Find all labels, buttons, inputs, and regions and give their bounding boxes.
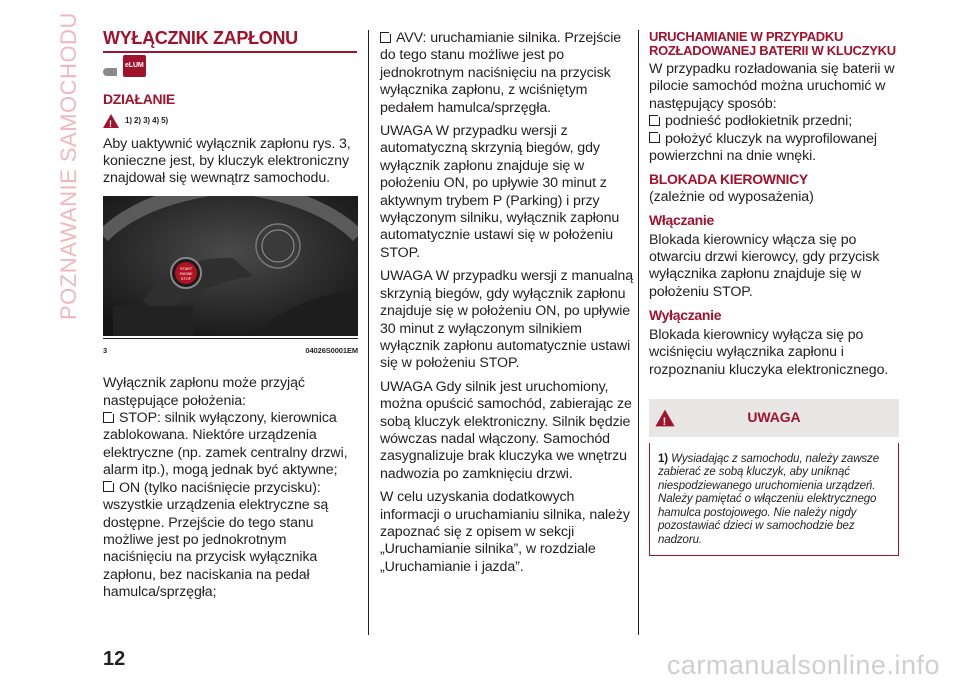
warning-number: 1)	[658, 452, 669, 465]
chapter-label: POZNAWANIE SAMOCHODU	[56, 12, 81, 320]
stop-item-text: STOP: silnik wyłączony, kierownica zablokowana. Niektóre urządzenia elektryczne (np. zamek centralny drzwi, alarm itp.), mogą jednak być aktywne;	[103, 410, 348, 479]
button-stop-text: STOP	[180, 275, 192, 281]
figure-code: 04026S0001EM	[305, 345, 358, 355]
button-engine-text: ENGINE	[179, 271, 193, 276]
column-2	[380, 30, 633, 582]
lum-icon	[103, 61, 358, 82]
warning-text: Wysiadając z samochodu, należy zawsze zabierać ze sobą kluczyk, aby uniknąć niespodziewanego uruchomienia urządzeń. Należy pamiętać o włączeniu elektrycznego hamulca postojowego. Nie należy nigdy pozostawiać dzieci w samochodzie bez nadzoru.	[658, 452, 880, 546]
more-info-paragraph: W celu uzyskania dodatkowych informacji o uruchamianiu silnika, należy zapoznać się z opisem w sekcji „Uruchamianie silnika”, w rozdziale „Uruchamianie i jazda”.	[380, 489, 630, 575]
key-icon	[103, 68, 117, 76]
on-item-text: ON (tylko naciśnięcie przycisku): wszystkie urządzenia elektryczne są dostępne. Przejście do tego stanu możliwe jest po jednokrotnym naciśnięciu na przycisk wyłącznika zapłonu, bez naciskania na pedał hamulca/sprzęgła;	[103, 479, 329, 601]
bullet-icon	[649, 115, 660, 126]
disengage-heading: Wyłączanie	[649, 307, 722, 324]
watermark: carmanualsonline.info	[666, 650, 940, 680]
refs-text: 1) 2) 3) 4) 5)	[125, 116, 169, 126]
page-number: 12	[103, 648, 126, 670]
steering-wheel-photo	[103, 196, 358, 336]
figure-number: 3	[103, 345, 108, 355]
bullet-icon	[103, 412, 114, 423]
disengage-paragraph: Blokada kierownicy wyłącza się po wciśnięciu wyłącznika zapłonu i rozpoznaniu kluczyka elektronicznego.	[649, 326, 889, 378]
note-manual: UWAGA W przypadku wersji z manualną skrzynią biegów, gdy wyłącznik zapłonu znajduje się w położeniu ON, po upływie 30 minut z wyłączonym silnikiem wyłącznik zapłonu automatycznie ustawi się w położeniu STOP.	[380, 268, 634, 372]
warning-refs	[103, 112, 358, 129]
engage-paragraph: Blokada kierownicy włącza się po otwarciu drzwi kierowcy, gdy przycisk wyłącznika zapłonu znajduje się w położeniu STOP.	[649, 231, 880, 300]
battery-item-1-text: podnieść podłokietnik przedni;	[665, 113, 853, 130]
warning-body	[649, 443, 899, 557]
chapter-side-tab	[54, 12, 84, 320]
avv-item-text: AVV: uruchamianie silnika. Przejście do tego stanu możliwe jest po jednokrotnym naciśnięciu na przycisk wyłącznika zapłonu, z wciśniętym pedałem hamulca/sprzęgła.	[380, 30, 622, 116]
warning-box-header	[649, 399, 899, 437]
steering-wheel-image	[103, 196, 358, 336]
battery-paragraph: W przypadku rozładowania się baterii w pilocie samochód można uruchomić w następujący sposób:	[649, 61, 895, 112]
bullet-icon	[649, 132, 660, 143]
column-3	[649, 30, 899, 556]
warning-box	[649, 399, 899, 557]
steering-lock-sub: (zależnie od wyposażenia)	[649, 188, 814, 205]
stop-item	[103, 410, 358, 480]
figure-caption	[103, 342, 358, 359]
battery-item-2	[649, 131, 899, 166]
column-divider-1	[368, 30, 369, 635]
battery-item-1	[649, 113, 899, 130]
button-start-text: START	[179, 265, 193, 271]
battery-heading: URUCHAMIANIE W PRZYPADKU ROZŁADOWANEJ BATERII W KLUCZYKU	[649, 29, 896, 58]
steering-lock-heading: BLOKADA KIEROWNICY	[649, 171, 808, 188]
title-rule	[103, 51, 357, 53]
on-item	[103, 480, 358, 602]
positions-intro: Wyłącznik zapłonu może przyjąć następujące położenia:	[103, 375, 305, 409]
battery-item-2-text: położyć kluczyk na wyprofilowanej powierzchni na dnie wnęki.	[649, 130, 877, 165]
bullet-icon	[380, 32, 391, 43]
warning-title: UWAGA	[747, 409, 801, 426]
column-divider-2	[638, 30, 639, 635]
column-1	[103, 30, 358, 608]
note-automatic: UWAGA W przypadku wersji z automatyczną skrzynią biegów, gdy wyłącznik zapłonu znajduje się w położeniu ON, po upływie 30 minut z aktywnym trybem P (Parking) i przy wyłączonym silniku, wyłącznik zapłonu automatycznie ustawi się w położeniu STOP.	[380, 123, 620, 261]
note-engine-running: UWAGA Gdy silnik jest uruchomiony, można opuścić samochód, zabierając ze sobą kluczyk elektroniczny. Silnik będzie wówczas nadal włączony. Samochód zasygnalizuje brak kluczyka we wnętrzu nadwozia po zamknięciu drzwi.	[380, 378, 632, 482]
section-heading: DZIAŁANIE	[103, 90, 175, 107]
avv-item	[380, 30, 633, 117]
page-title: WYŁĄCZNIK ZAPŁONU	[103, 28, 298, 48]
warning-triangle-icon	[655, 410, 674, 427]
intro-paragraph: Aby uaktywnić wyłącznik zapłonu rys. 3, konieczne jest, by kluczyk elektroniczny znajdował się wewnątrz samochodu.	[103, 135, 351, 187]
warning-triangle-icon	[103, 114, 119, 128]
lum-badge: eLUM	[123, 55, 146, 76]
caption-divider	[103, 338, 358, 339]
engage-heading: Włączanie	[649, 212, 714, 229]
bullet-icon	[103, 481, 114, 492]
